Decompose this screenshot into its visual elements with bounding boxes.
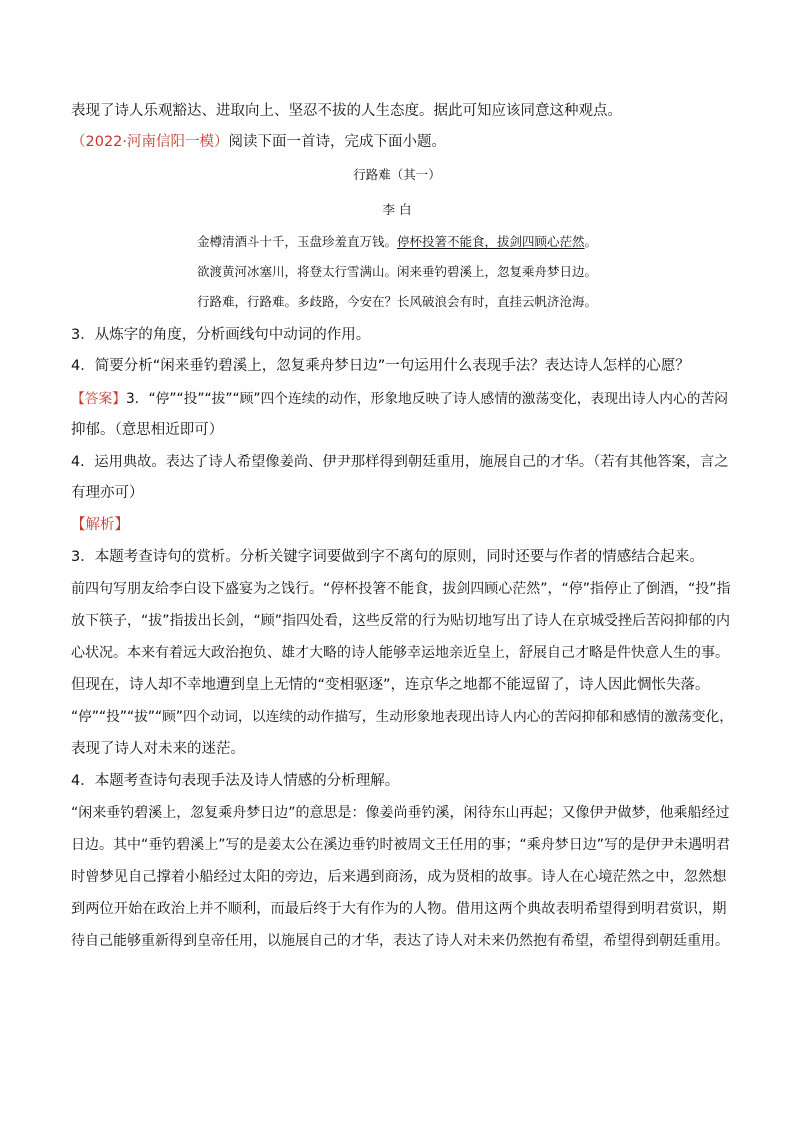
poem-author: 李 白: [382, 202, 412, 217]
poem-underlined-line: 停杯投箸不能食，拔剑四顾心茫然: [396, 234, 585, 249]
analysis-line: “闲来垂钓碧溪上，忽复乘舟梦日边”的意思是：像姜尚垂钓溪，闲待东山再起；又像伊尹做梦，他乘船经过: [71, 805, 730, 821]
analysis-line: 时曾梦见自己撑着小船经过太阳的旁边，后来遇到商汤，成为贤相的故事。诗人在心境茫然之中，忽然想: [71, 869, 727, 885]
analysis-line: 3．本题考查诗句的赏析。分析关键字词要做到字不离句的原则，同时还要与作者的情感结合起来。: [71, 549, 704, 565]
answer-3-text: 3．“停”“投”“拔”“顾”四个连续的动作，形象地反映了诗人感情的激荡变化，表现出诗人内心的苦闷: [126, 391, 729, 407]
poem-title: 行路难（其一）: [353, 167, 441, 182]
analysis-line: 心状况。本来有着远大政治抱负、雄才大略的诗人能够幸运地亲近皇上，舒展自己才略是件快意人生的事。: [71, 645, 729, 661]
answer-4-line-1: 4．运用典故。表达了诗人希望像姜尚、伊尹那样得到朝廷重用，施展自己的才华。（若有其他答案，言之: [71, 454, 729, 470]
instruction: 阅读下面一首诗，完成下面小题。: [228, 134, 447, 150]
poem-line-1-a: 金樽清酒斗十千，玉盘珍羞直万钱。: [196, 234, 397, 249]
analysis-line: 到两位开始在政治上并不顺利，而最后终于大有作为的人物。借用这两个典故表明希望得到明君赏识，期: [71, 901, 727, 917]
question-4: 4．简要分析“闲来垂钓碧溪上，忽复乘舟梦日边”一句运用什么表现手法？表达诗人怎样的心愿？: [71, 358, 690, 374]
poem-line-1: [0, 233, 794, 251]
analysis-line: 日边。其中“垂钓碧溪上”写的是姜太公在溪边垂钓时被周文王任用的事；“乘舟梦日边”写的是伊尹未遇明君: [71, 837, 731, 853]
question-source-line: [71, 132, 731, 152]
poem-line-2: 欲渡黄河冰塞川，将登太行雪满山。闲来垂钓碧溪上，忽复乘舟梦日边。: [196, 264, 597, 279]
answer-3-line-2: 抑郁。（意思相近即可）: [71, 422, 224, 438]
analysis-line: 待自己能够重新得到皇帝任用，以施展自己的才华，表达了诗人对未来仍然抱有希望，希望得到朝廷重用。: [71, 933, 729, 949]
analysis-line: 表现了诗人对未来的迷茫。: [71, 741, 245, 757]
analysis-line: 但现在，诗人却不幸地遭到皇上无情的“变相驱逐”，连京华之地都不能逗留了，诗人因此惆怅失落。: [71, 677, 710, 693]
analysis-line: 前四句写朋友给李白设下盛宴为之饯行。“停杯投箸不能食，拔剑四顾心茫然”，“停”指停止了倒酒，“投”指: [71, 581, 731, 597]
analysis-line: 放下筷子，“拔”指拔出长剑，“顾”指四处看，这些反常的行为贴切地写出了诗人在京城受挫后苦闷抑郁的内: [71, 613, 731, 629]
answer-4-line-2: 有理亦可）: [71, 485, 144, 501]
source-tag: （2022·河南信阳一模）: [71, 134, 229, 150]
analysis-tag: 【解析】: [71, 517, 129, 533]
poem-line-1-end: 。: [584, 234, 598, 249]
analysis-line: 4．本题考查诗句表现手法及诗人情感的分析理解。: [71, 773, 400, 789]
answer-3-line-1: [71, 389, 731, 409]
question-3: 3．从炼字的角度，分析画线句中动词的作用。: [71, 327, 371, 343]
intro-conclusion: 表现了诗人乐观豁达、进取向上、坚忍不拔的人生态度。据此可知应该同意这种观点。: [71, 103, 622, 119]
analysis-line: “停”“投”“拔”“顾”四个动词，以连续的动作描写，生动形象地表现出诗人内心的苦闷抑郁和感情的激荡变化，: [71, 709, 733, 725]
poem-line-3: 行路难，行路难。多歧路，今安在？长风破浪会有时，直挂云帆济沧海。: [196, 294, 597, 309]
answer-tag: 【答案】: [71, 391, 127, 407]
